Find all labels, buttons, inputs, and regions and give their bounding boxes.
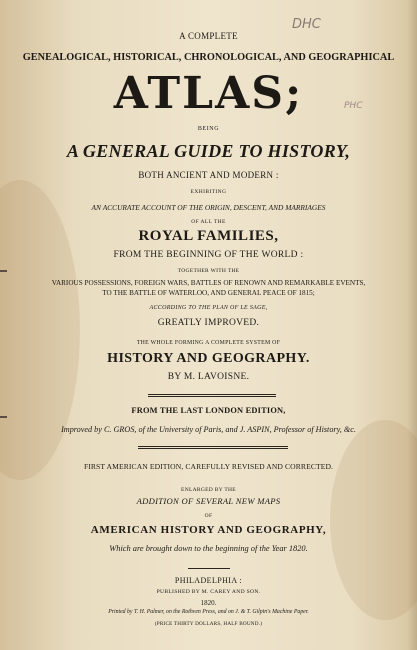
history-geography: HISTORY AND GEOGRAPHY. [107,351,310,366]
city: PHILADELPHIA : [174,576,243,585]
together-with: TOGETHER WITH THE [177,268,240,274]
short-rule [188,568,230,569]
addition-maps: ADDITION OF SEVERAL NEW MAPS [136,496,281,506]
price: (PRICE THIRTY DOLLARS, HALF BOUND.) [154,621,263,627]
ancient-modern: BOTH ANCIENT AND MODERN : [138,170,279,180]
ornamental-rule [148,394,276,397]
of: OF [204,513,213,519]
whole-forming: THE WHOLE FORMING A COMPLETE SYSTEM OF [136,340,281,346]
publisher: PUBLISHED BY M. CAREY AND SON. [156,589,261,595]
general-guide: A GENERAL GUIDE TO HISTORY, [66,141,351,161]
american-history: AMERICAN HISTORY AND GEOGRAPHY, [90,524,327,536]
possessions-line-2: TO THE BATTLE OF WATERLOO, AND GENERAL PEACE OF 1815; [102,289,315,297]
greatly-improved: GREATLY IMPROVED. [157,318,260,328]
possessions-line-1: VARIOUS POSSESSIONS, FOREIGN WARS, BATTLES OF RENOWN AND REMARKABLE EVENTS, [51,279,366,287]
according-plan: ACCORDING TO THE PLAN OF LE SAGE, [149,305,268,311]
improved-by: Improved by C. GROS, of the University of Paris, and J. ASPIN, Professor of History, &c. [61,425,356,434]
royal-families: ROYAL FAMILIES, [138,228,279,244]
brought-down: Which are brought down to the beginning of the Year 1820. [109,544,308,553]
ornamental-rule [138,446,288,449]
pencil-annotation-top: DHC [292,17,321,32]
london-edition: FROM THE LAST LONDON EDITION, [131,406,286,415]
main-title: ATLAS; [113,68,304,119]
from-beginning: FROM THE BEGINNING OF THE WORLD : [113,250,304,260]
being: BEING [197,126,220,132]
of-all-the: OF ALL THE [191,219,226,225]
american-edition: FIRST AMERICAN EDITION, CAREFULLY REVISED AND CORRECTED. [83,462,334,471]
year: 1820. [200,599,217,607]
printer: Printed by T. H. Palmer, on the Rothven Press, and on J. & T. Gilpin's Machine Paper. [108,609,309,615]
accurate-account: AN ACCURATE ACCOUNT OF THE ORIGIN, DESCENT, AND MARRIAGES [91,203,326,212]
enlarged-by: ENLARGED BY THE [181,487,236,493]
paper-stain [0,180,80,480]
a-complete: A COMPLETE [179,31,238,41]
subtitle-kinds: GENEALOGICAL, HISTORICAL, CHRONOLOGICAL, AND GEOGRAPHICAL [22,52,395,63]
author: BY M. LAVOISNE. [167,372,250,382]
pencil-annotation-side: PHC [344,101,363,111]
margin-tick [0,416,7,418]
exhibiting: EXHIBITING [190,189,227,195]
